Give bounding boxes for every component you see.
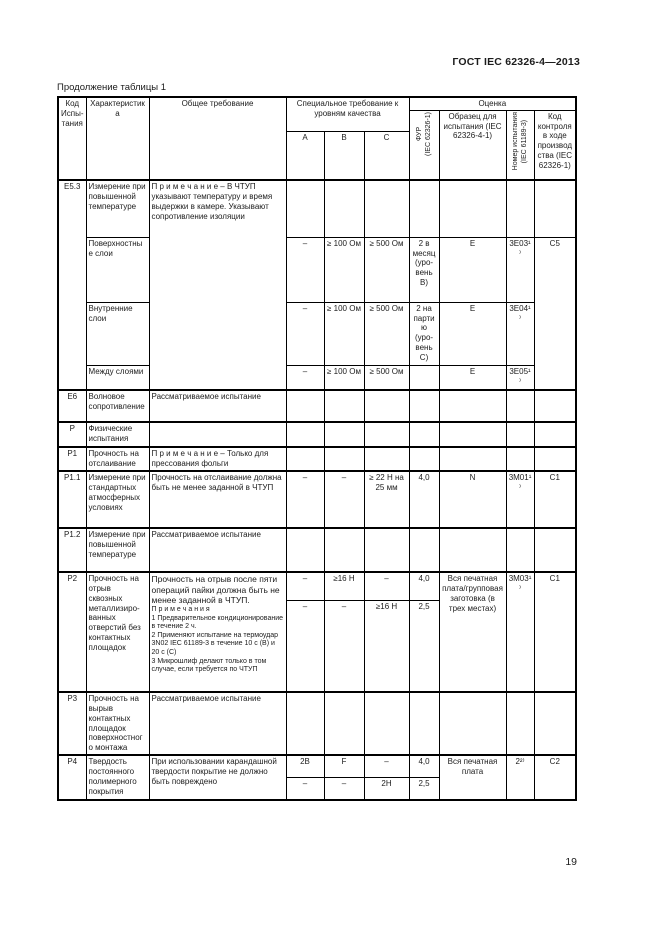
table-row-p2 <box>58 572 576 600</box>
cell-level-a: – <box>286 471 324 528</box>
cell-empty <box>324 390 364 422</box>
cell-empty <box>286 180 324 237</box>
cell-test-number: 3M01¹⁾ <box>506 471 534 528</box>
cell-fur: 4,0 <box>409 471 439 528</box>
cell-empty <box>409 528 439 572</box>
cell-code: E6 <box>58 390 86 422</box>
cell-code: E5.3 <box>58 180 86 390</box>
cell-level-c: ≥ 22 Н на 25 мм <box>364 471 409 528</box>
cell-empty <box>364 390 409 422</box>
cell-sample: E <box>439 237 506 302</box>
cell-fur: 4,0 <box>409 755 439 777</box>
cell-level-a: – <box>286 600 324 692</box>
note-line: 2 Применяют испытание на термоудар 3N02 IEC 61189-3 в течение 10 с (B) и 20 с (C) <box>151 631 279 656</box>
cell-test-number: 3E03¹⁾ <box>506 237 534 302</box>
cell-characteristic: Поверхностные слои <box>86 237 149 302</box>
cell-code: P1 <box>58 447 86 471</box>
cell-level-a: – <box>286 237 324 302</box>
cell-empty <box>364 528 409 572</box>
table-row-e53-inner <box>58 302 576 365</box>
table-row-p <box>58 422 576 447</box>
table-caption: Продолжение таблицы 1 <box>57 82 167 93</box>
cell-characteristic: Внутренние слои <box>86 302 149 365</box>
header-level-a: A <box>286 131 324 180</box>
cell-fur: 2,5 <box>409 600 439 692</box>
notes-title: П р и м е ч а н и я <box>151 606 210 614</box>
cell-sample: E <box>439 365 506 390</box>
cell-empty <box>534 390 576 422</box>
cell-empty <box>286 692 324 755</box>
fur-vertical-label: ФУР (IEC 62326-1) <box>415 111 433 156</box>
test-number-vertical-label: Номер испытания (IEC 61189-3) <box>511 111 529 171</box>
table-header <box>58 97 576 180</box>
cell-characteristic: Измерение при повышенной температуре <box>86 180 149 237</box>
cell-characteristic: Между слоями <box>86 365 149 390</box>
cell-level-c: ≥ 500 Ом <box>364 237 409 302</box>
cell-empty <box>506 447 534 471</box>
cell-characteristic: Измерение при повышенной температуре <box>86 528 149 572</box>
cell-empty <box>149 422 286 447</box>
cell-empty <box>534 528 576 572</box>
cell-sample: E <box>439 302 506 365</box>
table-row-p3 <box>58 692 576 755</box>
cell-empty <box>506 390 534 422</box>
header-special-requirement: Специальное требование к уровням качества <box>286 97 409 131</box>
cell-empty <box>506 180 534 237</box>
cell-empty <box>324 528 364 572</box>
cell-empty <box>324 692 364 755</box>
cell-level-a: – <box>286 302 324 365</box>
general-requirement-text: Прочность на отрыв после пяти операций пайки должна быть не менее заданной в ЧТУП. <box>151 574 280 605</box>
cell-general <box>149 572 286 692</box>
header-control-code: Код контроля в ходе производства (IEC 62326-1) <box>534 110 576 180</box>
cell-control-code: C5 <box>534 237 576 390</box>
cell-empty <box>409 390 439 422</box>
cell-fur: 2 в месяц (уро-вень B) <box>409 237 439 302</box>
cell-test-number: 3M03¹⁾ <box>506 572 534 692</box>
cell-empty <box>364 447 409 471</box>
cell-empty <box>534 692 576 755</box>
cell-empty <box>506 422 534 447</box>
header-fur <box>409 110 439 180</box>
note-line: 1 Предварительное кондиционирование в течение 2 ч. <box>151 614 284 631</box>
cell-empty <box>534 180 576 237</box>
header-test-code: Код Испы-тания <box>58 97 86 180</box>
document-code: ГОСТ IEC 62326-4—2013 <box>452 56 580 68</box>
cell-level-c: ≥ 500 Ом <box>364 365 409 390</box>
cell-empty <box>439 422 506 447</box>
table-row-p12 <box>58 528 576 572</box>
cell-sample: N <box>439 471 506 528</box>
table-row-e53-between <box>58 365 576 390</box>
cell-empty <box>506 692 534 755</box>
cell-level-b: – <box>324 777 364 800</box>
cell-code: P1.1 <box>58 471 86 528</box>
header-evaluation: Оценка <box>409 97 576 110</box>
cell-test-number: 2²⁾ <box>506 755 534 800</box>
cell-empty <box>364 180 409 237</box>
cell-code: P2 <box>58 572 86 692</box>
cell-characteristic: Волновое сопротивление <box>86 390 149 422</box>
note-line: 3 Микрошлиф делают только в том случае, если требуется по ЧТУП <box>151 657 267 674</box>
cell-characteristic: Физические испытания <box>86 422 149 447</box>
cell-empty <box>364 692 409 755</box>
cell-level-b: ≥ 100 Ом <box>324 302 364 365</box>
cell-level-a: – <box>286 777 324 800</box>
cell-level-a: – <box>286 365 324 390</box>
table-row-p4 <box>58 755 576 777</box>
cell-empty <box>534 447 576 471</box>
header-level-b: B <box>324 131 364 180</box>
cell-empty <box>364 422 409 447</box>
cell-test-number: 3E04¹⁾ <box>506 302 534 365</box>
table-row-e6 <box>58 390 576 422</box>
header-row-1 <box>58 97 576 110</box>
cell-code: P4 <box>58 755 86 800</box>
cell-sample: Вся печатная плата/групповая заготовка (в трех местах) <box>439 572 506 692</box>
cell-control-code: C2 <box>534 755 576 800</box>
cell-level-c: – <box>364 572 409 600</box>
cell-level-a: – <box>286 572 324 600</box>
cell-empty <box>409 365 439 390</box>
cell-level-b: F <box>324 755 364 777</box>
table-row-p11 <box>58 471 576 528</box>
table-row-e53-surface <box>58 237 576 302</box>
cell-empty <box>534 422 576 447</box>
cell-empty <box>439 692 506 755</box>
header-characteristic: Характеристика <box>86 97 149 180</box>
cell-empty <box>439 528 506 572</box>
cell-control-code: C1 <box>534 572 576 692</box>
cell-general: Рассматриваемое испытание <box>149 528 286 572</box>
cell-fur: 2,5 <box>409 777 439 800</box>
cell-general: При использовании карандашной твердости покрытие не должно быть повреждено <box>149 755 286 800</box>
cell-empty <box>506 528 534 572</box>
cell-level-c: 2H <box>364 777 409 800</box>
cell-characteristic: Прочность на вырыв контактных площадок поверхностного монтажа <box>86 692 149 755</box>
cell-characteristic: Твердость постоянного полимерного покрытия <box>86 755 149 800</box>
cell-characteristic: Измерение при стандартных атмосферных условиях <box>86 471 149 528</box>
header-level-c: C <box>364 131 409 180</box>
cell-empty <box>439 447 506 471</box>
cell-level-c: ≥16 Н <box>364 600 409 692</box>
cell-empty <box>286 528 324 572</box>
cell-empty <box>324 180 364 237</box>
header-sample: Образец для испытания (IEC 62326-4-1) <box>439 110 506 180</box>
cell-empty <box>439 390 506 422</box>
cell-empty <box>409 447 439 471</box>
cell-test-number: 3E05¹⁾ <box>506 365 534 390</box>
cell-fur: 2 на партию (уро-вень C) <box>409 302 439 365</box>
cell-empty <box>324 447 364 471</box>
header-general-requirement: Общее требование <box>149 97 286 180</box>
cell-general: Рассматриваемое испытание <box>149 692 286 755</box>
cell-characteristic: Прочность на отрыв сквозных металлизиро-ванных отверстий без контактных площадок <box>86 572 149 692</box>
cell-fur: 4,0 <box>409 572 439 600</box>
cell-level-c: ≥ 500 Ом <box>364 302 409 365</box>
cell-empty <box>409 692 439 755</box>
cell-empty <box>324 422 364 447</box>
cell-level-b: ≥ 100 Ом <box>324 237 364 302</box>
cell-control-code: C1 <box>534 471 576 528</box>
cell-empty <box>409 422 439 447</box>
table-row-e53 <box>58 180 576 237</box>
header-test-number <box>506 110 534 180</box>
cell-level-b: ≥ 100 Ом <box>324 365 364 390</box>
cell-level-a: 2B <box>286 755 324 777</box>
cell-level-b: – <box>324 471 364 528</box>
cell-general-note: П р и м е ч а н и е – Только для прессования фольги <box>149 447 286 471</box>
cell-sample: Вся печатная плата <box>439 755 506 800</box>
cell-level-b: – <box>324 600 364 692</box>
cell-level-c: – <box>364 755 409 777</box>
cell-level-b: ≥16 Н <box>324 572 364 600</box>
cell-general: Прочность на отслаивание должна быть не менее заданной в ЧТУП <box>149 471 286 528</box>
cell-empty <box>286 447 324 471</box>
cell-empty <box>409 180 439 237</box>
requirements-table <box>57 96 577 801</box>
cell-empty <box>286 390 324 422</box>
cell-code: P <box>58 422 86 447</box>
cell-empty <box>286 422 324 447</box>
cell-general-note: П р и м е ч а н и е – В ЧТУП указывают температуру и время выдержки в камере. Указывают сопротивление изоляции <box>149 180 286 390</box>
cell-characteristic: Прочность на отслаивание <box>86 447 149 471</box>
table-row-p1 <box>58 447 576 471</box>
cell-code: P1.2 <box>58 528 86 572</box>
cell-general: Рассматриваемое испытание <box>149 390 286 422</box>
page-number: 19 <box>565 856 577 868</box>
cell-code: P3 <box>58 692 86 755</box>
cell-empty <box>439 180 506 237</box>
